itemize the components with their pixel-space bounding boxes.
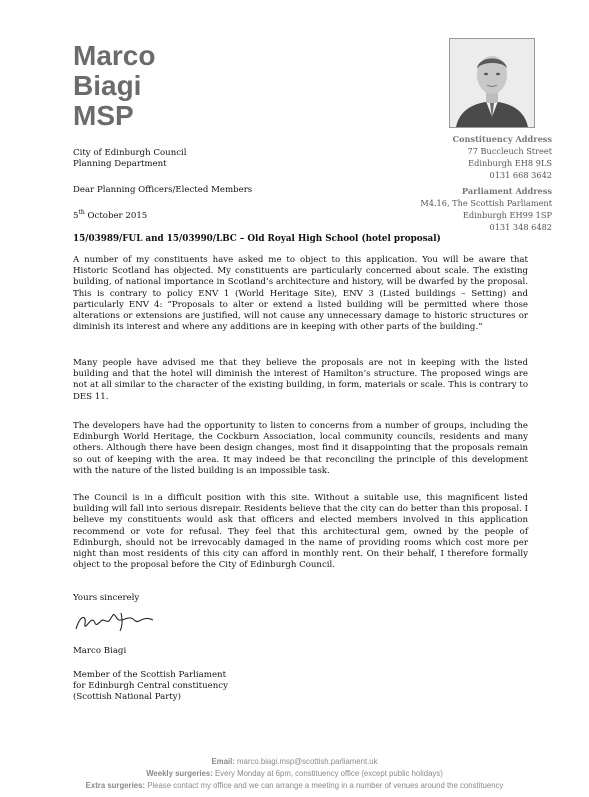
letterhead-first-name: Marco (73, 40, 156, 71)
footer-email (0, 757, 589, 767)
footer-email-label: Email: (211, 757, 235, 766)
closing: Yours sincerely (73, 593, 140, 603)
date-suffix: th (78, 209, 85, 217)
signatory-party: (Scottish National Party) (73, 692, 182, 703)
signatory-role: for Edinburgh Central constituency (73, 681, 228, 692)
parliament-address-line: M4.16, The Scottish Parliament (420, 198, 552, 208)
body-paragraph: Many people have advised me that they believe the proposals are not in keeping with the listed building and that the hotel will diminish the interest of Hamilton’s structure. The proposed wings are not at all similar to the character of the existing building, in form, materials or scale. This is contrary to DES 11. (73, 358, 528, 402)
body-paragraph: A number of my constituents have asked me to object to this application. You will be aware that Historic Scotland has objected. My constituents are particularly concerned about scale. The existing building, of national importance in Scotland’s architecture and history, will be dwarfed by the proposal. This is contrary to policy ENV 1 (World Heritage Site), ENV 3 (Listed buildings – Setting) and particularly ENV 4: “Proposals to alter or extend a listed building will be permitted where those alterations or extensions are justified, will not cause any unnecessary damage to historic structures or diminish its interest and where any additions are in keeping with other parts of the building.” (73, 255, 528, 333)
handwritten-signature (73, 609, 163, 635)
footer-weekly-text: Every Monday at 6pm, constituency office (except public holidays) (214, 769, 443, 778)
portrait-photo (449, 38, 535, 128)
recipient-block (73, 148, 187, 170)
footer-extra-surgeries (0, 781, 589, 791)
footer-extra-label: Extra surgeries: (85, 781, 146, 790)
date-month-year: October 2015 (84, 211, 148, 221)
portrait-icon (450, 39, 534, 127)
footer-email-address: marco.biagi.msp@scottish.parliament.uk (237, 757, 378, 766)
body-paragraph: The developers have had the opportunity to listen to concerns from a number of groups, including the Edinburgh World Heritage, the Cockburn Association, local community councils, residents and many others. Although there have been design changes, most find it disappointing that the proposals remain so out of keeping with the area. It may indeed be that reconciling the principle of this development with the nature of the listed building is an impossible task. (73, 421, 528, 476)
subject-line: 15/03989/FUL and 15/03990/LBC – Old Royal High School (hotel proposal) (73, 234, 441, 244)
constituency-address (372, 133, 552, 181)
footer-weekly-label: Weekly surgeries: (146, 769, 213, 778)
constituency-address-line: 77 Buccleuch Street (467, 146, 552, 156)
parliament-address-heading: Parliament Address (461, 186, 552, 196)
footer-extra-text: Please contact my office and we can arrange a meeting in a number of venues around the constituency (147, 781, 504, 790)
footer-weekly-surgeries (0, 769, 589, 779)
signatory-role: Member of the Scottish Parliament (73, 670, 227, 680)
recipient-line: Planning Department (73, 159, 167, 170)
recipient-line: City of Edinburgh Council (73, 148, 187, 158)
letterhead-name (73, 41, 155, 131)
constituency-address-heading: Constituency Address (452, 134, 552, 144)
parliament-address (372, 185, 552, 233)
signatory-name: Marco Biagi (73, 646, 127, 656)
body-paragraph: The Council is in a difficult position with this site. Without a suitable use, this magnificent listed building will fall into serious disrepair. Residents believe that the city can do better than this proposal. I believe my constituents would ask that officers and elected members involved in this application recommend or vote for refusal. They feel that this architectural gem, owned by the people of Edinburgh, should not be irrevocably damaged in the name of providing rooms which cost more per night than most residents of this city can afford in monthly rent. On their behalf, I therefore formally object to the proposal before the City of Edinburgh Council. (73, 493, 528, 571)
letterhead-title: MSP (73, 100, 134, 131)
salutation: Dear Planning Officers/Elected Members (73, 185, 253, 195)
letterhead-last-name: Biagi (73, 70, 142, 101)
signatory-details (73, 670, 228, 704)
constituency-phone: 0131 668 3642 (489, 170, 552, 180)
parliament-address-line: Edinburgh EH99 1SP (462, 210, 552, 220)
date-day: 5 (73, 211, 79, 221)
parliament-phone: 0131 348 6482 (489, 222, 552, 232)
letter-date (73, 211, 147, 222)
constituency-address-line: Edinburgh EH8 9LS (468, 158, 552, 168)
